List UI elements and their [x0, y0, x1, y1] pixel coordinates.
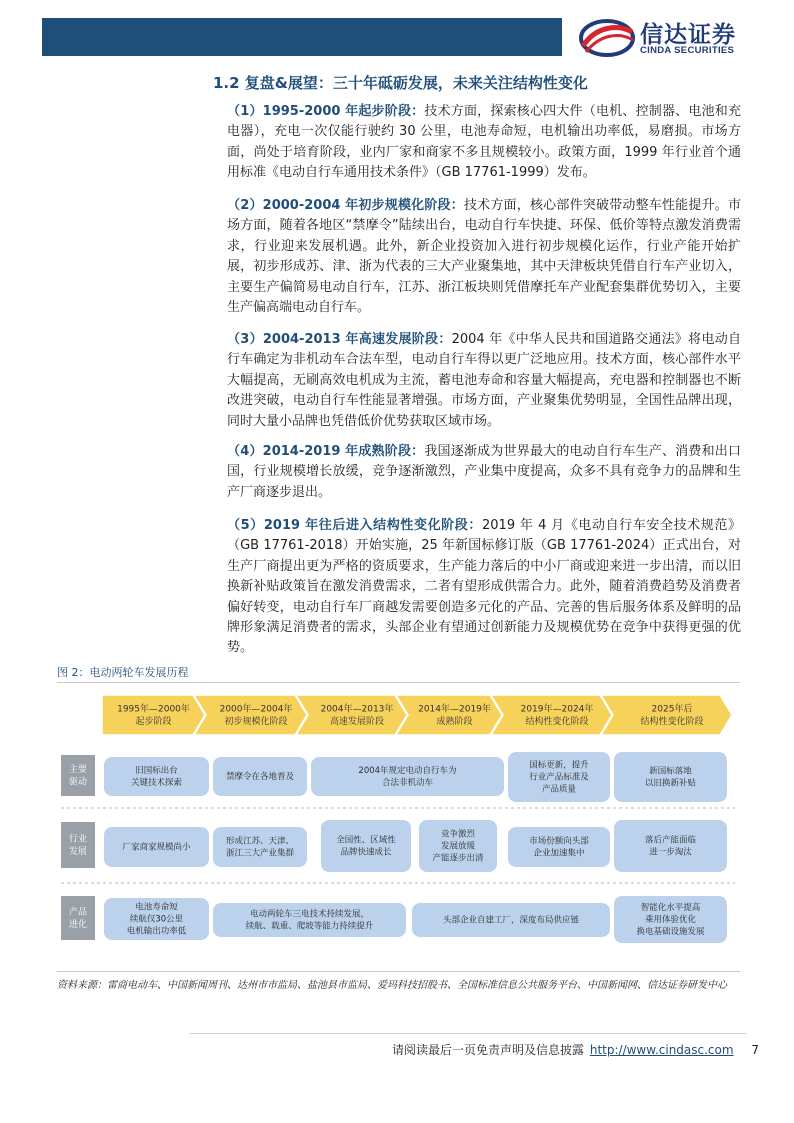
cell-text: 头部企业自建工厂，深度布局供应链: [442, 915, 580, 926]
cell-text: 续航仅30公里: [129, 914, 184, 925]
cell-text: 行业产品标准及: [529, 772, 589, 783]
section-title: 1.2 复盘&展望：三十年砥砺发展，未来关注结构性变化: [213, 74, 588, 92]
paragraph-stage-2: [227, 196, 741, 318]
row-label-text: 驱动: [68, 777, 88, 788]
cell-text: 产品质量: [541, 784, 577, 795]
cell-box: [213, 903, 406, 937]
cell-text: 发展放缓: [440, 841, 476, 852]
stage-chevron: [601, 695, 732, 735]
cell-text: 合法非机动车: [381, 778, 434, 788]
row-label-text: 行业: [68, 834, 88, 845]
cell-text: 电池寿命短: [135, 902, 178, 913]
cell-box: [321, 820, 411, 872]
stage-chevron: [491, 695, 612, 735]
stage-chevron: [102, 695, 205, 735]
stage-label: 2025年后: [651, 704, 693, 715]
stage-label: 2019年—2024年: [520, 704, 594, 715]
row-label-text: 产品: [68, 907, 88, 918]
paragraph-text: 技术方面，探索核心四大件（电机、控制器、电池和充电器），充电一次仅能行驶约 30 公里，电池寿命短，电机输出功率低，易磨损。市场方面，尚处于培育阶段，业内厂家和商家不多且规模较小。政策方面，1999 年行业首个通用标准《电动自行车通用技术条件》（GB 17761-1999）发布。: [227, 104, 741, 181]
cell-box: [614, 752, 727, 802]
paragraph-heading: （2）2000-2004 年初步规模化阶段：: [227, 198, 464, 213]
paragraph-stage-3: [227, 330, 741, 432]
cell-text: 竞争激烈: [440, 829, 476, 840]
stage-label: 成熟阶段: [436, 716, 473, 727]
cell-box: [614, 820, 727, 872]
footer-disclaimer: 请阅读最后一页免责声明及信息披露: [392, 1043, 585, 1057]
cell-text: 浙江三大产业集群: [225, 848, 295, 859]
cell-text: 电动两轮车三电技术持续发展，: [249, 909, 370, 920]
cell-text: 以旧换新补贴: [644, 778, 697, 789]
development-timeline-diagram: [57, 690, 740, 966]
paragraph-text: 2004 年《中华人民共和国道路交通法》将电动自行车确定为非机动车合法车型，电动自行车得以更广泛地应用。技术方面，核心部件水平大幅提高，无刷高效电机成为主流，蓄电池寿命和容量大幅提高，充电器和控制器也不断改进突破，电动自行车性能显著增强。市场方面，产业聚集优势明显，全国性品牌出现，同时大量小品牌也凭借低价优势获取区域市场。: [227, 332, 741, 429]
paragraph-stage-1: [227, 102, 741, 184]
cell-text: 产能逐步出清: [432, 853, 484, 864]
source-note: 资料来源：雷商电动车、中国新闻周刊、达州市市监局、盐池县市监局、爱玛科技招股书、全国标准信息公共服务平台、中国新闻网、信达证券研发中心: [57, 980, 727, 991]
paragraph-stage-4: [227, 442, 741, 503]
cell-text: 形成江苏、天津、: [225, 836, 295, 847]
row-label-text: 发展: [68, 846, 88, 857]
logo-english-name: CINDA SECURITIES: [640, 45, 735, 56]
page-number: 7: [751, 1043, 760, 1057]
cell-text: 市场份额向头部: [529, 836, 589, 847]
logo-chinese-name: 信达证券: [640, 22, 736, 48]
stage-label: 结构性变化阶段: [525, 716, 589, 727]
source-divider: [57, 971, 740, 972]
cinda-logo-mark-icon: [578, 18, 636, 58]
cell-box: [311, 757, 504, 796]
footer-divider: [190, 1033, 746, 1034]
cell-text: 品牌快速成长: [340, 847, 392, 858]
stage-label: 起步阶段: [135, 716, 172, 727]
stage-chevron: [296, 695, 407, 735]
cell-text: 国标更新，提升: [529, 760, 589, 771]
paragraph-stage-5: [227, 516, 741, 659]
cell-text: 续航、载重、爬坡等能力持续提升: [245, 921, 374, 932]
row-label-box: [61, 822, 95, 868]
stage-chevron: [194, 695, 307, 735]
stage-label: 初步规模化阶段: [224, 716, 288, 727]
row-label-box: [61, 896, 95, 940]
paragraph-text: 2019 年 4 月《电动自行车安全技术规范》（GB 17761-2018）开始实施，25 年新国标修订版（GB 17761-2024）正式出台，对生产厂商提出更为严格的资质要求，生产能力落后的中小厂商或迎来进一步出清，而以旧换新补贴政策旨在激发消费需求，二者有望形成供需合力。此外，随着消费趋势及消费者偏好转变，电动自行车厂商越发需要创造多元化的产品、完善的售后服务体系及鲜明的品牌形象满足消费者的需求，头部企业有望通过创新能力及规模优势在竞争中获得更强的优势。: [227, 518, 741, 656]
cell-text: 电机输出功率低: [126, 926, 187, 937]
row-label-text: 主要: [68, 764, 88, 775]
paragraph-heading: （4）2014-2019 年成熟阶段：: [227, 444, 425, 459]
cell-text: 旧国标出台: [135, 766, 178, 776]
paragraph-heading: （3）2004-2013 年高速发展阶段：: [227, 332, 452, 347]
page-footer: [392, 1041, 759, 1058]
stage-chevron: [396, 695, 502, 735]
cell-text: 进一步淘汰: [649, 847, 692, 858]
stage-label: 1995年—2000年: [117, 704, 190, 715]
cell-text: 企业加速集中: [533, 848, 585, 859]
cell-text: 落后产能面临: [644, 835, 697, 846]
figure-divider: [57, 682, 740, 683]
cell-text: 新国标落地: [649, 766, 692, 777]
stage-label: 2004年—2013年: [320, 704, 394, 715]
stage-label: 高速发展阶段: [329, 716, 385, 727]
cell-text: 换电基础设施发展: [636, 927, 705, 937]
row-label-text: 进化: [68, 919, 88, 930]
cell-box: [508, 827, 610, 867]
cell-text: 禁摩令在各地普及: [225, 772, 295, 782]
cinda-logo: [578, 16, 778, 60]
cell-text: 关键技术探索: [130, 778, 183, 788]
row-label-box: [61, 755, 95, 796]
cell-box: [213, 827, 307, 867]
stage-label: 结构性变化阶段: [640, 716, 704, 727]
stage-label: 2014年—2019年: [418, 704, 491, 715]
footer-url-link[interactable]: http://www.cindasc.com: [589, 1043, 734, 1057]
paragraph-heading: （1）1995-2000 年起步阶段：: [227, 104, 425, 119]
paragraph-text: 我国逐渐成为世界最大的电动自行车生产、消费和出口国，行业规模增长放缓，竞争逐渐激烈，产业集中度提高，众多不具有竞争力的品牌和生产厂商逐步退出。: [227, 444, 741, 500]
figure-title: 图 2：电动两轮车发展历程: [57, 666, 189, 679]
cell-text: 全国性、区域性: [336, 835, 396, 846]
cell-text: 智能化水平提高: [640, 903, 701, 913]
paragraph-heading: （5）2019 年往后进入结构性变化阶段：: [227, 518, 482, 533]
cell-box: [104, 757, 209, 796]
cell-text: 乘用体验优化: [644, 915, 697, 925]
paragraph-text: 技术方面，核心部件突破带动整车性能提升。市场方面，随着各地区“禁摩令”陆续出台，电动自行车快捷、环保、低价等特点激发消费需求，行业迎来发展机遇。此外，新企业投资加入进行初步规模化运作，行业产能开始扩展，初步形成苏、津、浙为代表的三大产业聚集地，其中天津板块凭借自行车产业切入，主要生产偏简易电动自行车，江苏、浙江板块则凭借摩托车产业配套集群优势切入，主要生产偏高端电动自行车。: [227, 198, 741, 316]
stage-label: 2000年—2004年: [219, 704, 293, 715]
header-band: [42, 18, 562, 56]
cell-text: 2004年规定电动自行车为: [358, 766, 457, 776]
cell-text: 厂家商家规模尚小: [122, 842, 191, 853]
